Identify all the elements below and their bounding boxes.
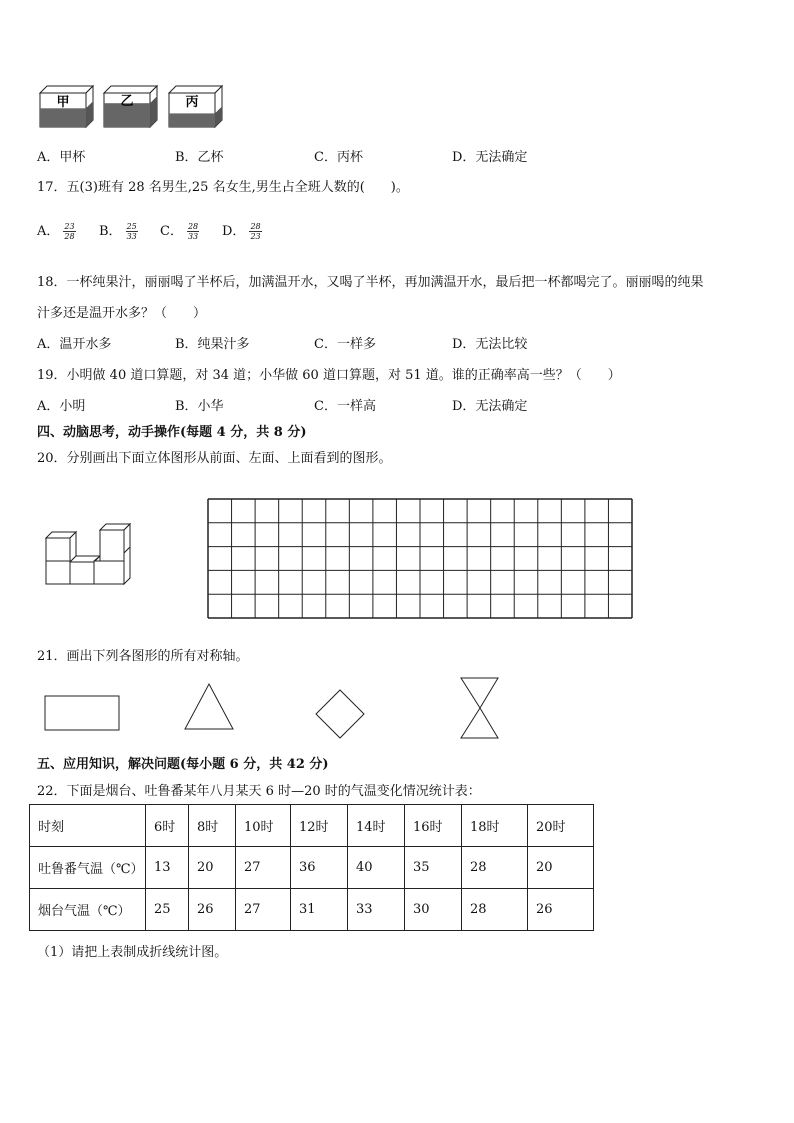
table-cell: 26: [189, 889, 236, 931]
table-row: [30, 889, 594, 931]
table-header-cell: 6时: [146, 805, 189, 847]
cup-label: 乙: [120, 94, 134, 109]
option-letter: C．: [160, 224, 183, 239]
table-cell: 33: [348, 889, 405, 931]
q17-option-a[interactable]: [37, 220, 76, 241]
q19-option-c[interactable]: C．一样高: [314, 399, 376, 414]
q18-option-d[interactable]: D．无法比较: [452, 337, 528, 352]
q20-question: 20．分别画出下面立体图形从前面、左面、上面看到的图形。: [37, 451, 392, 466]
table-cell: 40: [348, 847, 405, 889]
table-cell: 28: [462, 847, 528, 889]
option-letter: D．: [222, 224, 246, 239]
q22-question: 22．下面是烟台、吐鲁番某年八月某天 6 时—20 时的气温变化情况统计表：: [37, 784, 481, 799]
q17-option-b[interactable]: [99, 220, 138, 241]
q16-option-b[interactable]: B．乙杯: [175, 150, 224, 165]
cup-yi: [104, 86, 157, 127]
table-cell: 31: [291, 889, 348, 931]
table-header-cell: 16时: [405, 805, 462, 847]
q19-option-d[interactable]: D．无法确定: [452, 399, 528, 414]
table-header-cell: 14时: [348, 805, 405, 847]
q16-option-d[interactable]: D．无法确定: [452, 150, 528, 165]
option-letter: B．: [99, 224, 122, 239]
cups-figure: [38, 84, 228, 132]
rectangle-shape[interactable]: [45, 696, 119, 730]
q16-option-c[interactable]: C．丙杯: [314, 150, 363, 165]
fraction: $\frac{28}{23}$: [250, 222, 261, 241]
table-cell: 吐鲁番气温（℃）: [30, 847, 146, 889]
table-cell: 28: [462, 889, 528, 931]
table-cell: 13: [146, 847, 189, 889]
q17-option-c[interactable]: [160, 220, 199, 241]
rhombus-shape[interactable]: [316, 690, 364, 738]
table-cell: 20: [528, 847, 594, 889]
table-cell: 27: [236, 847, 291, 889]
q19-option-b[interactable]: B．小华: [175, 399, 224, 414]
cup-jia: [40, 86, 93, 127]
triangle-shape[interactable]: [185, 684, 233, 729]
q18-option-b[interactable]: B．纯果汁多: [175, 337, 250, 352]
q22-subquestion-1: （1）请把上表制成折线统计图。: [37, 945, 228, 960]
q19-option-a[interactable]: A．小明: [37, 399, 86, 414]
table-cell: 20: [189, 847, 236, 889]
section-4-title: 四、动脑思考，动手操作(每题 4 分，共 8 分): [37, 425, 307, 440]
table-cell: 35: [405, 847, 462, 889]
cup-label: 丙: [185, 95, 199, 110]
temperature-table: [29, 804, 594, 931]
table-cell: 25: [146, 889, 189, 931]
drawing-grid[interactable]: [208, 499, 633, 619]
q18-question-line1: 18．一杯纯果汁，丽丽喝了半杯后，加满温开水，又喝了半杯，再加满温开水，最后把一杯都喝完了。丽丽喝的纯果: [37, 275, 704, 290]
table-cell: 30: [405, 889, 462, 931]
q16-option-a[interactable]: A．甲杯: [37, 150, 86, 165]
cup-bing: [169, 86, 222, 127]
fraction: $\frac{28}{33}$: [187, 222, 199, 241]
table-cell: 26: [528, 889, 594, 931]
fraction: $\frac{25}{33}$: [126, 222, 137, 241]
option-letter: A．: [37, 224, 60, 239]
q18-option-a[interactable]: A．温开水多: [37, 337, 112, 352]
q18-question-line2: 汁多还是温开水多？（ ）: [37, 306, 207, 321]
table-header-cell: 12时: [291, 805, 348, 847]
cube-solid-figure: [46, 520, 136, 590]
table-header-cell: 20时: [528, 805, 594, 847]
table-header-cell: 18时: [462, 805, 528, 847]
table-header-cell: 时刻: [30, 805, 146, 847]
fraction: $\frac{23}{28}$: [64, 222, 75, 241]
symmetry-shapes: [40, 676, 510, 744]
table-header-row: [30, 805, 594, 847]
table-cell: 烟台气温（℃）: [30, 889, 146, 931]
table-row: [30, 847, 594, 889]
cup-label: 甲: [56, 95, 70, 110]
q19-question: 19．小明做 40 道口算题，对 34 道；小华做 60 道口算题，对 51 道。谁的正确率高一些？（ ）: [37, 368, 621, 383]
q18-option-c[interactable]: C．一样多: [314, 337, 376, 352]
q17-option-d[interactable]: [222, 220, 262, 241]
section-5-title: 五、应用知识，解决问题(每小题 6 分，共 42 分): [37, 757, 329, 772]
hourglass-shape[interactable]: [461, 678, 498, 738]
table-cell: 27: [236, 889, 291, 931]
q21-question: 21．画出下列各图形的所有对称轴。: [37, 649, 249, 664]
table-cell: 36: [291, 847, 348, 889]
table-header-cell: 8时: [189, 805, 236, 847]
table-header-cell: 10时: [236, 805, 291, 847]
q17-question: 17．五(3)班有 28 名男生,25 名女生,男生占全班人数的( )。: [37, 180, 409, 195]
